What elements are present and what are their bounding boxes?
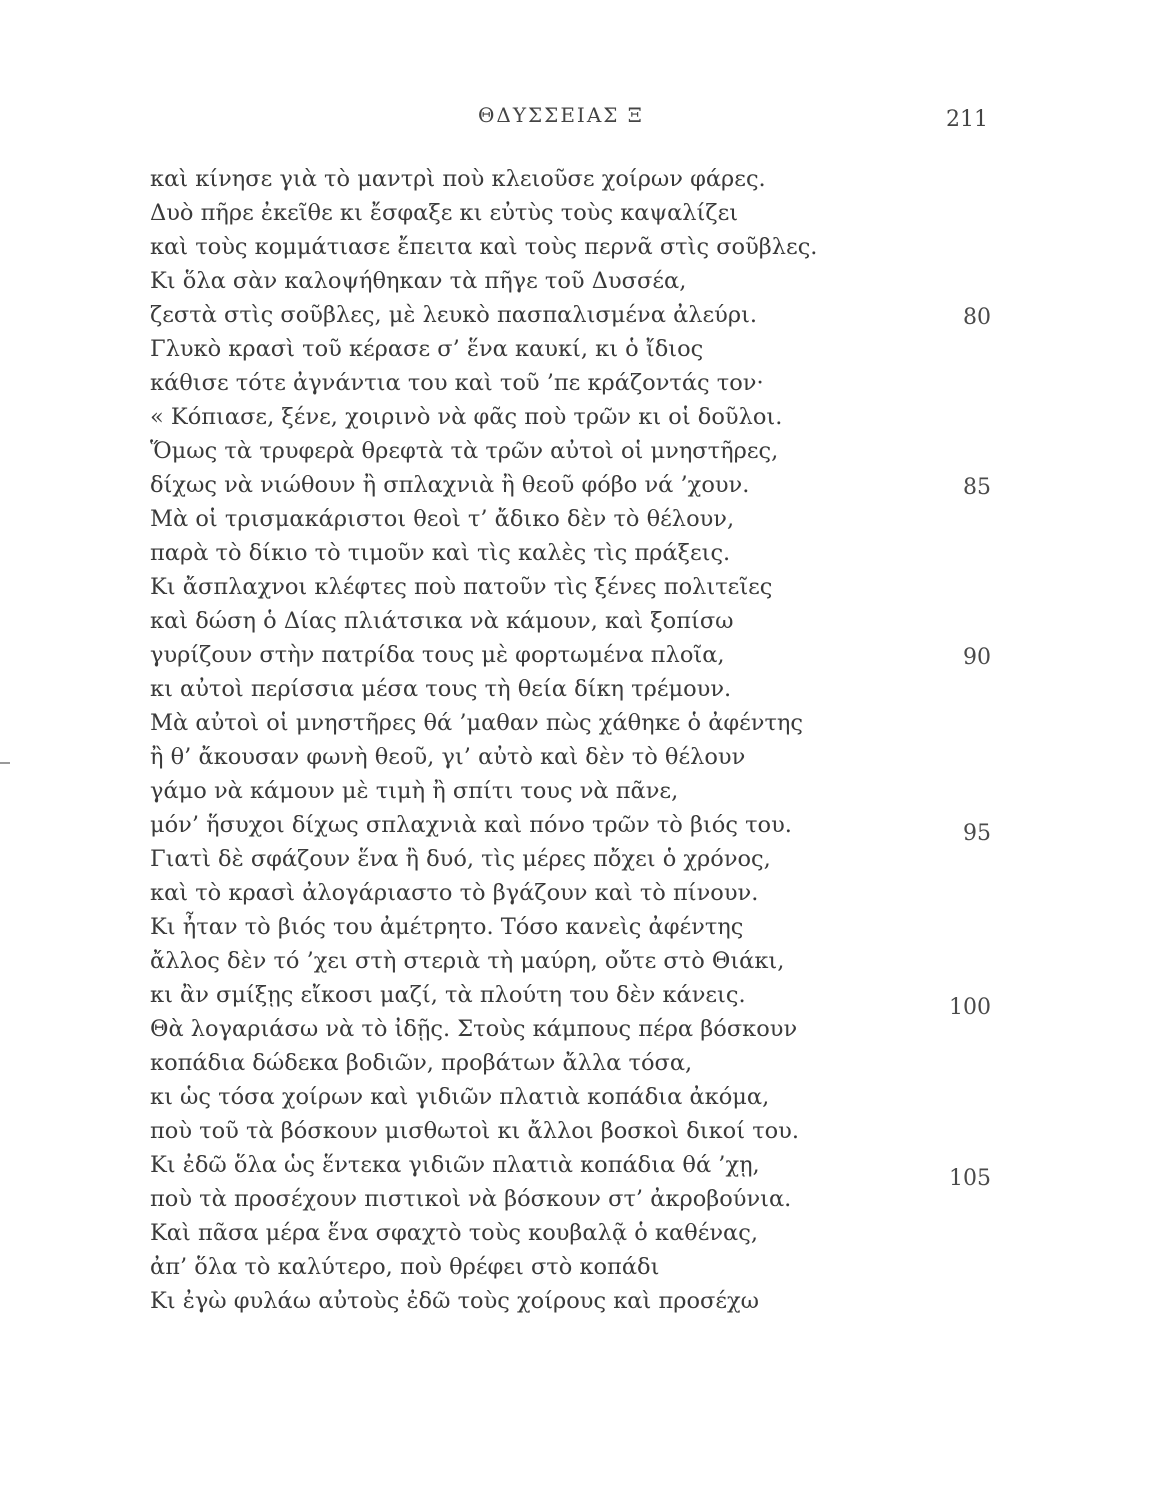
- margin-mark: [0, 762, 10, 764]
- verse-line: ζεστὰ στὶς σοῦβλες, μὲ λευκὸ πασπαλισμένα ἀλεύρι.: [150, 302, 758, 328]
- verse-line: καὶ κίνησε γιὰ τὸ μαντρὶ ποὺ κλειοῦσε χοίρων φάρες.: [150, 166, 766, 192]
- verse-line: δίχως νὰ νιώθουν ἢ σπλαχνιὰ ἢ θεοῦ φόβο νά ’χουν.: [150, 472, 750, 498]
- verse-line: Κι ἐγὼ φυλάω αὐτοὺς ἐδῶ τοὺς χοίρους καὶ προσέχω: [150, 1288, 760, 1314]
- verse-line: ποὺ τοῦ τὰ βόσκουν μισθωτοὶ κι ἄλλοι βοσκοὶ δικοί του.: [150, 1118, 800, 1144]
- page-number: 211: [946, 107, 988, 132]
- verse-line: Ὅμως τὰ τρυφερὰ θρεφτὰ τὰ τρῶν αὐτοὶ οἱ μνηστῆρες,: [150, 438, 779, 464]
- verse-line: Κι ἄσπλαχνοι κλέφτες ποὺ πατοῦν τὶς ξένες πολιτεῖες: [150, 574, 773, 600]
- verse-line: καὶ τὸ κρασὶ ἀλογάριαστο τὸ βγάζουν καὶ τὸ πίνουν.: [150, 880, 759, 906]
- poem-text: [150, 162, 850, 1318]
- verse-line: μόν’ ἥσυχοι δίχως σπλαχνιὰ καὶ πόνο τρῶν τὸ βιός του.: [150, 812, 792, 838]
- verse-line: καὶ τοὺς κομμάτιασε ἔπειτα καὶ τοὺς περνᾶ στὶς σοῦβλες.: [150, 234, 818, 260]
- verse-line: Κι ἦταν τὸ βιός του ἀμέτρητο. Τόσο κανεὶς ἀφέντης: [150, 914, 744, 940]
- verse-line: κι ὡς τόσα χοίρων καὶ γιδιῶν πλατιὰ κοπάδια ἀκόμα,: [150, 1084, 770, 1110]
- verse-line: κοπάδια δώδεκα βοδιῶν, προβάτων ἄλλα τόσα,: [150, 1050, 693, 1076]
- verse-line: Γιατὶ δὲ σφάζουν ἕνα ἢ δυό, τὶς μέρες πὄχει ὁ χρόνος,: [150, 846, 771, 872]
- verse-line: « Κόπιασε, ξένε, χοιρινὸ νὰ φᾶς ποὺ τρῶν κι οἱ δοῦλοι.: [150, 404, 783, 430]
- line-number-100: 100: [949, 995, 991, 1020]
- verse-line: ἄλλος δὲν τό ’χει στὴ στεριὰ τὴ μαύρη, οὔτε στὸ Θιάκι,: [150, 948, 785, 974]
- verse-line: Μὰ αὐτοὶ οἱ μνηστῆρες θά ’μαθαν πὼς χάθηκε ὁ ἀφέντης: [150, 710, 804, 736]
- verse-line: κι ἂν σμίξῃς εἴκοσι μαζί, τὰ πλούτη του δὲν κάνεις.: [150, 982, 746, 1008]
- verse-line: ποὺ τὰ προσέχουν πιστικοὶ νὰ βόσκουν στ’ ἀκροβούνια.: [150, 1186, 792, 1212]
- verse-line: Θὰ λογαριάσω νὰ τὸ ἰδῇς. Στοὺς κάμπους πέρα βόσκουν: [150, 1016, 798, 1042]
- verse-line: Κι ὅλα σὰν καλοψήθηκαν τὰ πῆγε τοῦ Δυσσέα,: [150, 268, 687, 294]
- verse-line: Γλυκὸ κρασὶ τοῦ κέρασε σ’ ἕνα καυκί, κι ὁ ἴδιος: [150, 336, 704, 362]
- verse-line: Μὰ οἱ τρισμακάριστοι θεοὶ τ’ ἄδικο δὲν τὸ θέλουν,: [150, 506, 735, 532]
- verse-line: κι αὐτοὶ περίσσια μέσα τους τὴ θεία δίκη τρέμουν.: [150, 676, 732, 702]
- running-head-title: ΘΔΥΣΣΕΙΑΣ Ξ: [478, 103, 644, 127]
- line-number-80: 80: [963, 305, 991, 330]
- line-number-85: 85: [963, 475, 991, 500]
- verse-line: ἀπ’ ὅλα τὸ καλύτερο, ποὺ θρέφει στὸ κοπάδι: [150, 1254, 660, 1280]
- verse-line: ἢ θ’ ἄκουσαν φωνὴ θεοῦ, γι’ αὐτὸ καὶ δὲν τὸ θέλουν: [150, 744, 746, 770]
- verse-line: κάθισε τότε ἀγνάντια του καὶ τοῦ ’πε κράζοντάς τον·: [150, 370, 764, 396]
- verse-line: Καὶ πᾶσα μέρα ἕνα σφαχτὸ τοὺς κουβαλᾷ ὁ καθένας,: [150, 1220, 759, 1246]
- verse-line: γυρίζουν στὴν πατρίδα τους μὲ φορτωμένα πλοῖα,: [150, 642, 725, 668]
- verse-line: Κι ἐδῶ ὅλα ὡς ἕντεκα γιδιῶν πλατιὰ κοπάδια θά ’χῃ,: [150, 1152, 760, 1178]
- line-number-90: 90: [963, 645, 991, 670]
- verse-line: γάμο νὰ κάμουν μὲ τιμὴ ἢ σπίτι τους νὰ πᾶνε,: [150, 778, 679, 804]
- line-number-95: 95: [963, 821, 991, 846]
- line-number-105: 105: [949, 1166, 991, 1191]
- verse-line: καὶ δώση ὁ Δίας πλιάτσικα νὰ κάμουν, καὶ ξοπίσω: [150, 608, 734, 634]
- verse-line: παρὰ τὸ δίκιο τὸ τιμοῦν καὶ τὶς καλὲς τὶς πράξεις.: [150, 540, 731, 566]
- verse-line: Δυὸ πῆρε ἐκεῖθε κι ἔσφαξε κι εὐτὺς τοὺς καψαλίζει: [150, 200, 739, 226]
